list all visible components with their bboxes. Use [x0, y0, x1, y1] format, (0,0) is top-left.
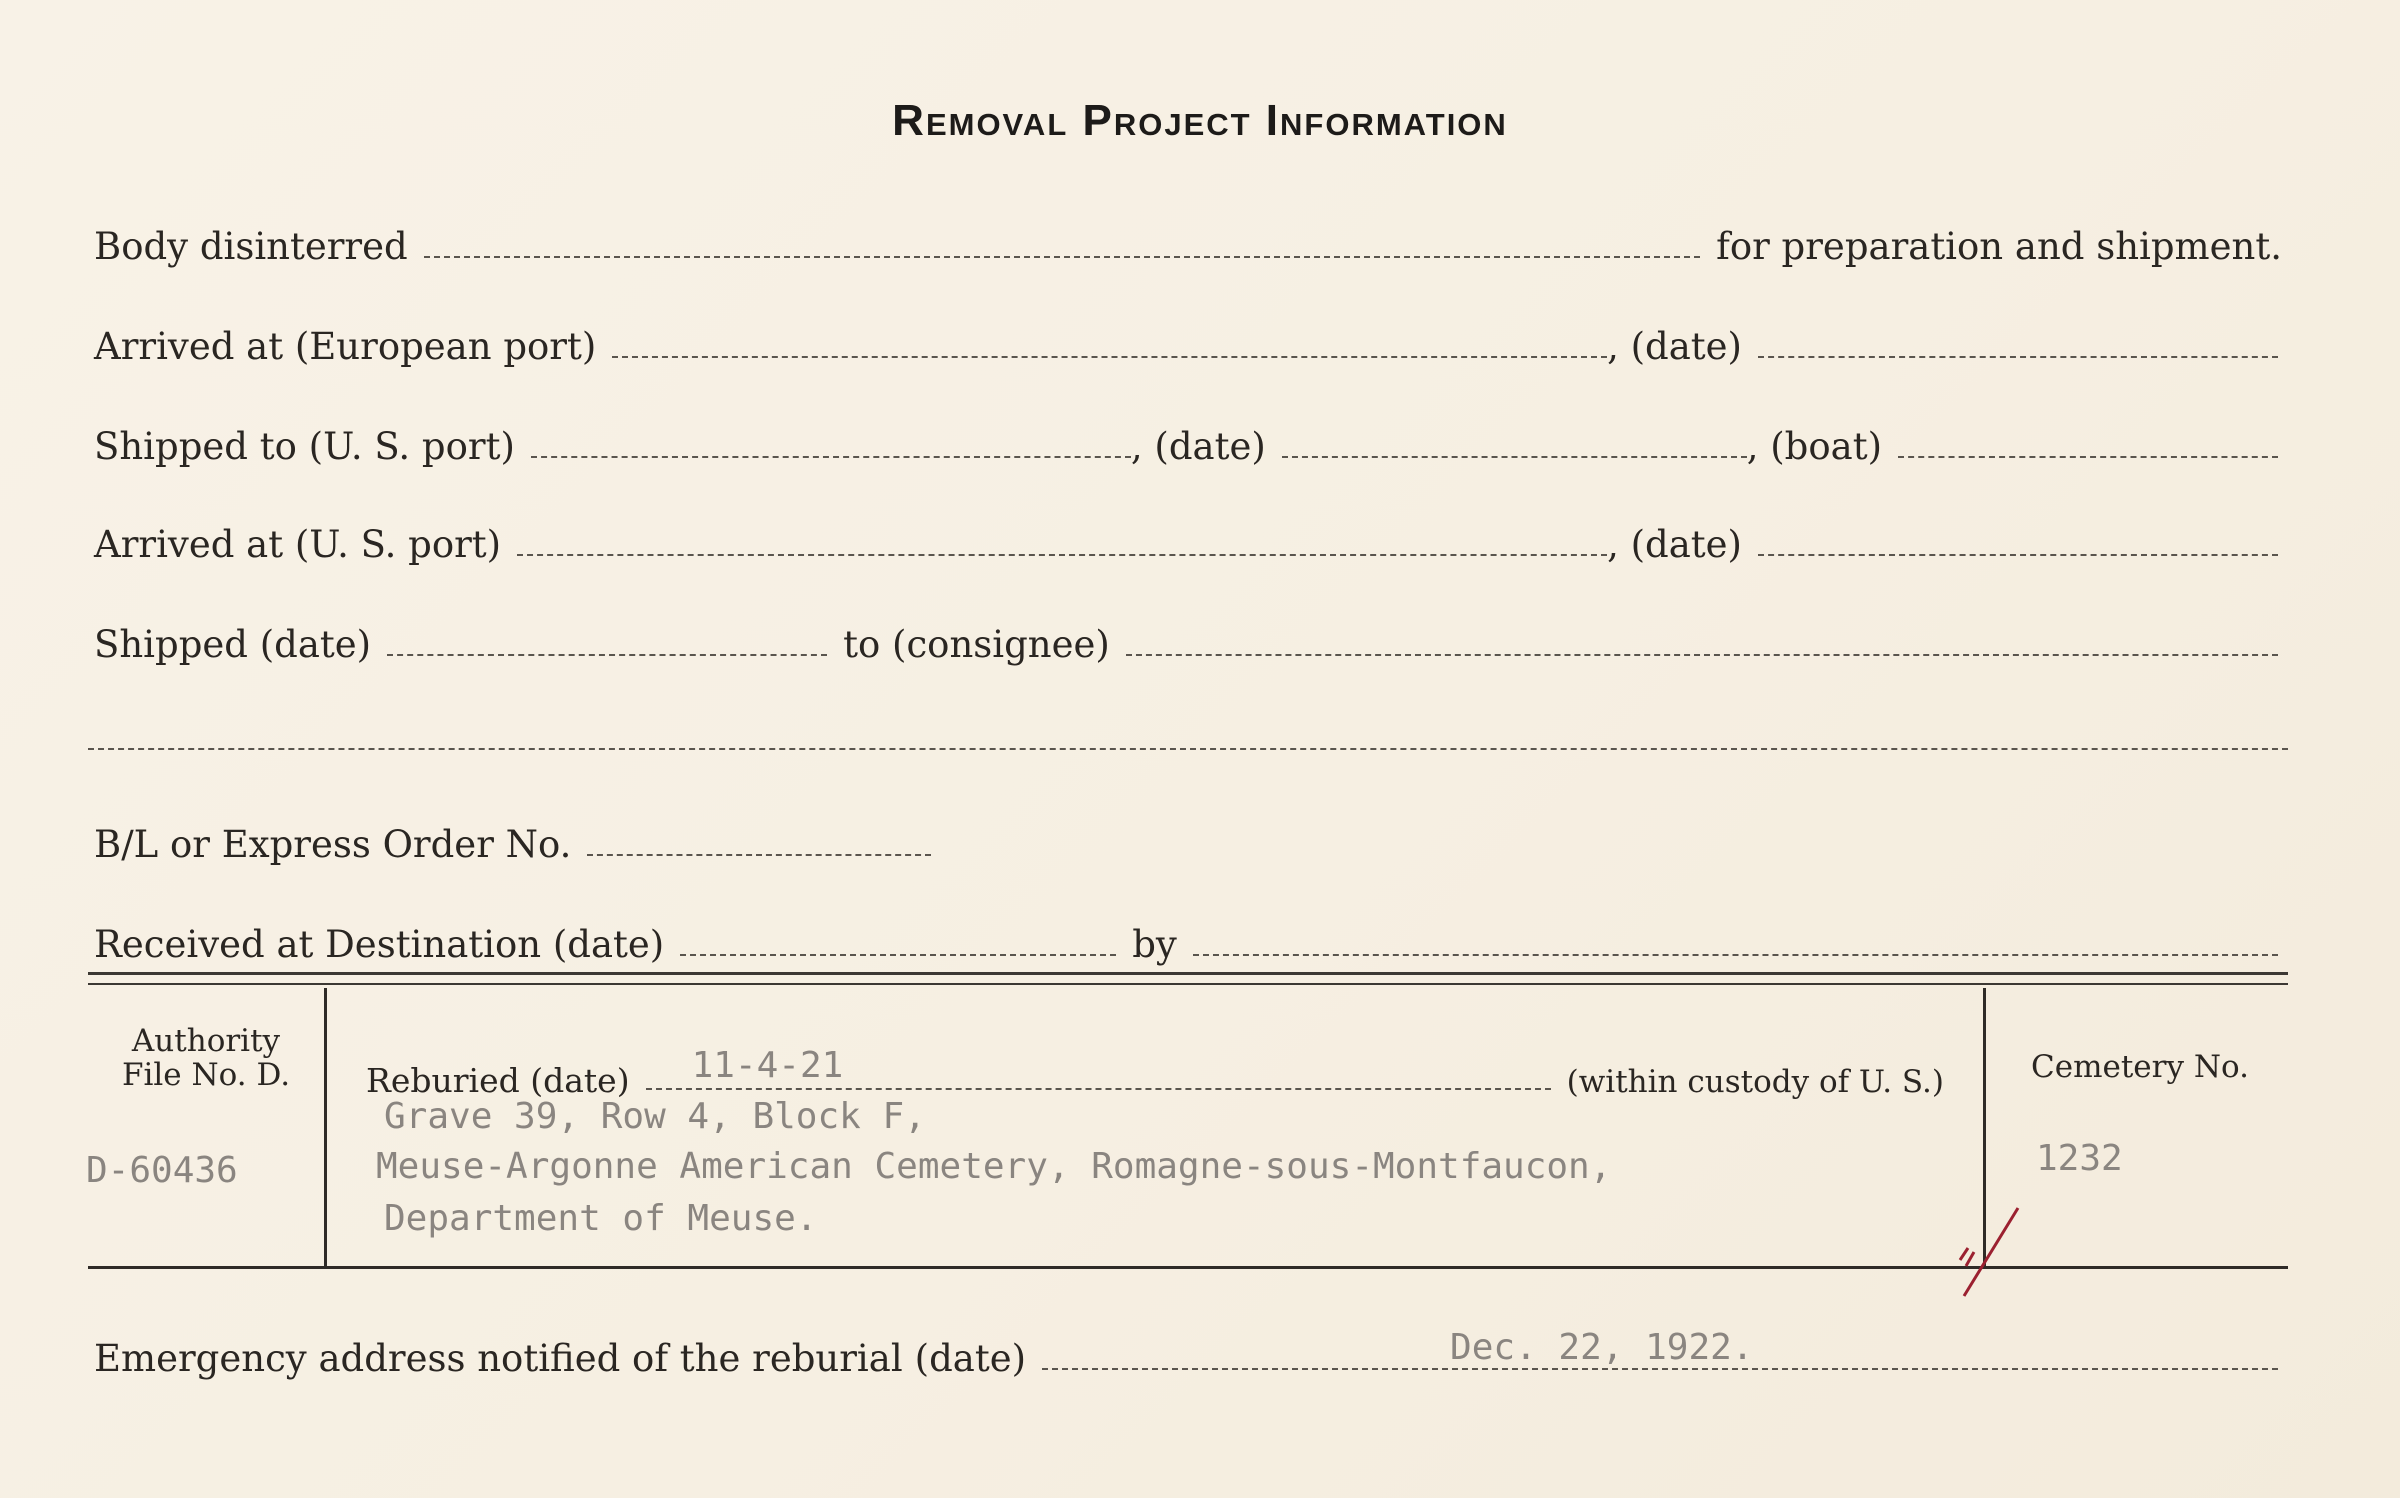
bl-order-field[interactable] [587, 854, 931, 856]
arrived-european-label: Arrived at (European port) [94, 325, 597, 368]
arrived-us-port-label: Arrived at (U. S. port) [94, 523, 502, 566]
row-arrived-us-port [88, 506, 2288, 566]
cemetery-number-value: 1232 [2036, 1138, 2123, 1179]
arrived-european-date-field[interactable] [1758, 356, 2278, 358]
row-shipped-us-port [88, 408, 2288, 468]
emergency-date-value: Dec. 22, 1922. [1450, 1327, 1754, 1368]
consignee-label: to (consignee) [843, 623, 1110, 666]
authority-file-value: D-60436 [86, 1150, 238, 1191]
row-reburied [360, 1040, 1950, 1100]
body-disinterred-field[interactable] [424, 256, 1700, 258]
received-label: Received at Destination (date) [94, 923, 665, 966]
consignee-field[interactable] [1126, 654, 2278, 656]
address-line-2: Meuse-Argonne American Cemetery, Romagne-sous-Montfaucon, [376, 1146, 1612, 1187]
arrived-us-date-field[interactable] [1758, 554, 2278, 556]
shipped-date-label: Shipped (date) [94, 623, 372, 666]
row-body-disinterred [88, 208, 2288, 268]
custody-label: (within custody of U. S.) [1566, 1064, 1944, 1100]
reburied-date-field[interactable] [646, 1045, 1551, 1090]
table-top-rule [88, 972, 2288, 985]
arrived-european-port-field[interactable] [612, 356, 1607, 358]
row-shipped-date [88, 606, 2288, 666]
cemetery-number-header: Cemetery No. [2031, 1049, 2249, 1085]
authority-file-header: Authority File No. D. [121, 1023, 291, 1093]
row-bl-order [88, 806, 2288, 866]
row-consignee-continued [88, 700, 2288, 760]
shipped-us-boat-label: , (boat) [1746, 425, 1882, 468]
reburied-date-value: 11-4-21 [691, 1045, 844, 1086]
emergency-date-label: (date) [914, 1337, 1027, 1380]
shipped-us-date-label: , (date) [1130, 425, 1266, 468]
row-emergency [88, 1320, 2288, 1380]
reburied-label: Reburied (date) [366, 1061, 630, 1100]
address-line-1: Grave 39, Row 4, Block F, [384, 1096, 926, 1137]
arrived-us-date-label: , (date) [1607, 523, 1742, 566]
table-divider-left [324, 988, 327, 1266]
page-title: Removal Project Information [892, 96, 1508, 145]
body-disinterred-suffix: for preparation and shipment. [1716, 225, 2282, 268]
emergency-date-field[interactable] [1042, 1327, 2278, 1370]
shipped-us-port-label: Shipped to (U. S. port) [94, 425, 515, 468]
received-date-field[interactable] [680, 954, 1116, 956]
check-mark-icon [1948, 1200, 2038, 1300]
arrived-european-date-label: , (date) [1607, 325, 1742, 368]
bl-order-label: B/L or Express Order No. [94, 823, 572, 866]
received-by-label: by [1132, 923, 1177, 966]
row-arrived-european [88, 308, 2288, 368]
shipped-date-field[interactable] [387, 654, 827, 656]
row-received [88, 906, 2288, 966]
body-disinterred-label: Body disinterred [94, 225, 408, 268]
shipped-us-date-field[interactable] [1282, 456, 1747, 458]
emergency-label: Emergency address notified of the reburial [94, 1337, 903, 1380]
shipped-us-port-field[interactable] [531, 456, 1131, 458]
address-line-3: Department of Meuse. [384, 1198, 818, 1239]
arrived-us-port-field[interactable] [517, 554, 1607, 556]
consignee-continued-field[interactable] [88, 748, 2288, 750]
received-by-field[interactable] [1193, 954, 2278, 956]
shipped-us-boat-field[interactable] [1898, 456, 2278, 458]
